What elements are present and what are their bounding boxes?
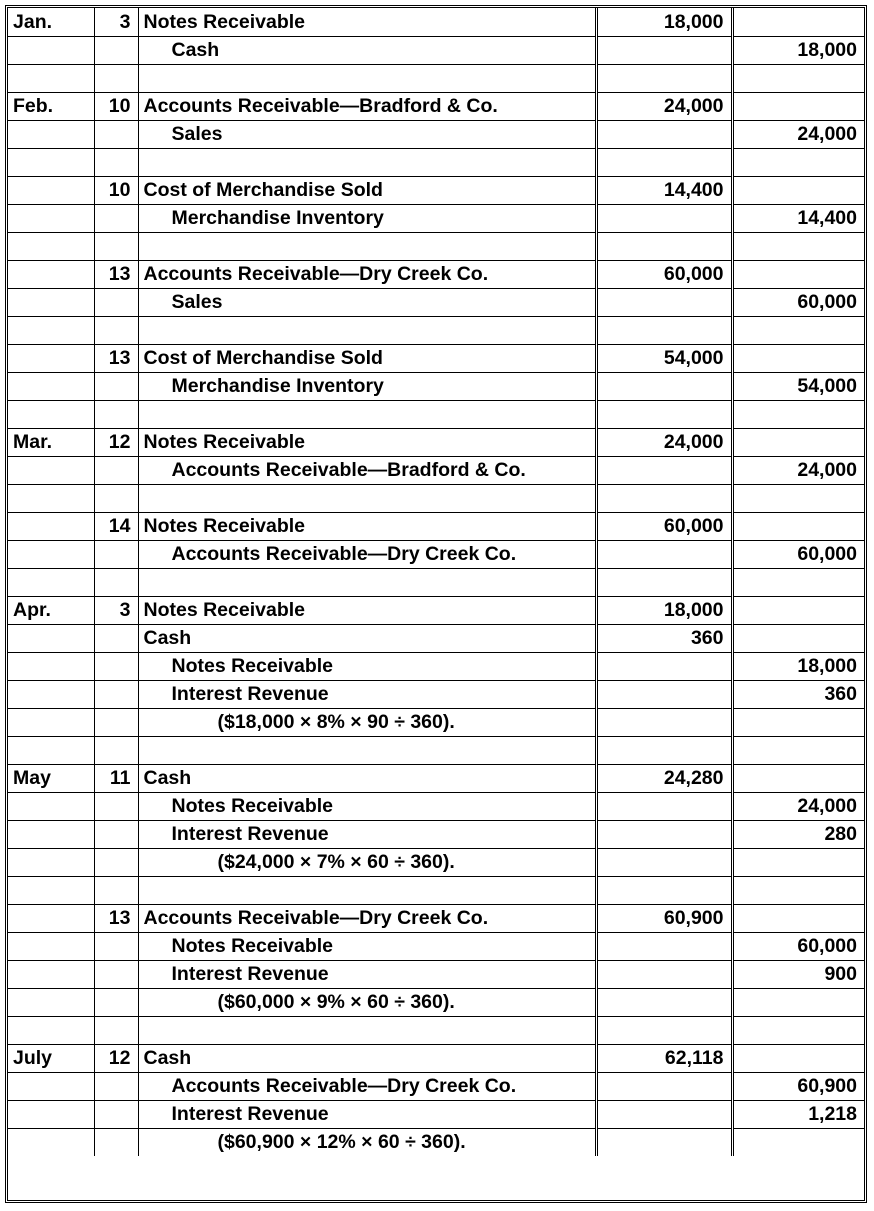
journal-row: [8, 36, 864, 64]
entry-month: [8, 904, 94, 932]
journal-row: [8, 988, 864, 1016]
debit-amount: 18,000: [596, 596, 732, 624]
credit-amount: 60,000: [732, 288, 864, 316]
credit-amount: [732, 568, 864, 596]
account-title: ($18,000 × 8% × 90 ÷ 360).: [138, 708, 596, 736]
credit-amount: 60,000: [732, 932, 864, 960]
account-title: Merchandise Inventory: [138, 372, 596, 400]
entry-month: [8, 288, 94, 316]
journal-row: [8, 540, 864, 568]
account-title: Notes Receivable: [143, 10, 305, 33]
entry-day: [94, 36, 138, 64]
debit-amount: 360: [596, 624, 732, 652]
debit-amount: [596, 680, 732, 708]
entry-month: [8, 36, 94, 64]
entry-month: [8, 204, 94, 232]
entry-day: [94, 148, 138, 176]
account-title: Cash: [138, 624, 596, 652]
journal-row: [8, 260, 864, 288]
credit-amount: [732, 904, 864, 932]
account-title: [138, 148, 596, 176]
credit-amount: 14,400: [732, 204, 864, 232]
journal-row: [8, 876, 864, 904]
account-title: Notes Receivable: [138, 932, 596, 960]
journal-row: [8, 736, 864, 764]
entry-day: [94, 848, 138, 876]
entry-day: [94, 652, 138, 680]
debit-amount: 24,280: [596, 764, 732, 792]
credit-amount: [732, 260, 864, 288]
debit-amount: [596, 1072, 732, 1100]
journal-row: [8, 512, 864, 540]
account-title: Notes Receivable: [138, 596, 596, 624]
credit-amount: [732, 428, 864, 456]
entry-month: [8, 876, 94, 904]
entry-day: 10: [94, 176, 138, 204]
account-title: Accounts Receivable—Bradford & Co.: [138, 456, 596, 484]
credit-amount: 900: [732, 960, 864, 988]
credit-amount: [732, 484, 864, 512]
credit-amount: 60,900: [732, 1072, 864, 1100]
entry-month: [8, 316, 94, 344]
debit-amount: 24,000: [596, 92, 732, 120]
debit-amount: [596, 484, 732, 512]
journal-row: [8, 904, 864, 932]
entry-month: [8, 120, 94, 148]
debit-amount: [596, 456, 732, 484]
journal-row: [8, 820, 864, 848]
journal-row: [8, 792, 864, 820]
journal-body: [8, 8, 864, 1156]
entry-day: [94, 568, 138, 596]
account-title: ($60,000 × 9% × 60 ÷ 360).: [138, 988, 596, 1016]
journal-row: [8, 92, 864, 120]
account-title: ($24,000 × 7% × 60 ÷ 360).: [138, 848, 596, 876]
journal-row: [8, 1016, 864, 1044]
journal-row: [8, 596, 864, 624]
entry-month: [8, 624, 94, 652]
debit-amount: [596, 820, 732, 848]
debit-amount: 54,000: [596, 344, 732, 372]
account-title: [138, 64, 596, 92]
journal-row: [8, 120, 864, 148]
entry-day: 12: [94, 428, 138, 456]
entry-day: [94, 1100, 138, 1128]
debit-amount: [596, 792, 732, 820]
entry-month: [8, 148, 94, 176]
account-title: Accounts Receivable—Dry Creek Co.: [138, 1072, 596, 1100]
debit-amount: 60,000: [596, 260, 732, 288]
account-title: Accounts Receivable—Dry Creek Co.: [138, 260, 596, 288]
entry-day: [94, 792, 138, 820]
debit-amount: 62,118: [596, 1044, 732, 1072]
entry-day: [94, 400, 138, 428]
credit-amount: [732, 708, 864, 736]
entry-day: [94, 1128, 138, 1156]
journal-frame: [5, 5, 867, 1203]
account-title: Sales: [138, 120, 596, 148]
credit-amount: 60,000: [732, 540, 864, 568]
journal-row: [8, 316, 864, 344]
credit-amount: 24,000: [732, 792, 864, 820]
entry-day: [94, 288, 138, 316]
credit-amount: 1,218: [732, 1100, 864, 1128]
entry-month: [8, 820, 94, 848]
credit-amount: [732, 64, 864, 92]
account-title: Cost of Merchandise Sold: [138, 176, 596, 204]
debit-amount: [596, 288, 732, 316]
entry-month: [8, 1016, 94, 1044]
entry-day: [94, 232, 138, 260]
credit-amount: [732, 344, 864, 372]
account-title: Notes Receivable: [138, 512, 596, 540]
entry-month: [8, 512, 94, 540]
debit-amount: [596, 316, 732, 344]
entry-day: [94, 932, 138, 960]
debit-amount: [596, 120, 732, 148]
journal-row: [8, 764, 864, 792]
debit-amount: [596, 64, 732, 92]
debit-amount: [596, 36, 732, 64]
entry-month: [8, 372, 94, 400]
debit-amount: 60,900: [596, 904, 732, 932]
entry-month: [8, 680, 94, 708]
journal-row: [8, 1044, 864, 1072]
debit-amount: 14,400: [596, 176, 732, 204]
account-title: [138, 400, 596, 428]
account-title: [138, 568, 596, 596]
credit-amount: [732, 316, 864, 344]
credit-amount: [732, 1016, 864, 1044]
debit-amount: [596, 400, 732, 428]
account-title: [138, 876, 596, 904]
debit-amount: [596, 148, 732, 176]
debit-amount: [596, 876, 732, 904]
credit-amount: [732, 764, 864, 792]
entry-month: [8, 708, 94, 736]
debit-amount: [596, 708, 732, 736]
debit-amount: [596, 232, 732, 260]
credit-amount: [732, 1128, 864, 1156]
account-title: Cash: [138, 764, 596, 792]
entry-month: [8, 988, 94, 1016]
account-title: Accounts Receivable—Dry Creek Co.: [138, 540, 596, 568]
credit-amount: [732, 736, 864, 764]
entry-month: [8, 456, 94, 484]
entry-month: [8, 932, 94, 960]
credit-amount: [732, 176, 864, 204]
entry-day: 3: [94, 8, 138, 36]
journal-row: [8, 848, 864, 876]
debit-amount: [596, 988, 732, 1016]
journal-row: [8, 708, 864, 736]
account-title: [138, 1016, 596, 1044]
account-title: Accounts Receivable—Bradford & Co.: [138, 92, 596, 120]
entry-day: [94, 456, 138, 484]
account-title: Interest Revenue: [138, 680, 596, 708]
credit-amount: 18,000: [732, 652, 864, 680]
entry-day: [94, 820, 138, 848]
entry-month: Feb.: [8, 92, 94, 120]
account-title: Cost of Merchandise Sold: [138, 344, 596, 372]
credit-amount: [732, 512, 864, 540]
credit-amount: [732, 148, 864, 176]
debit-amount: [596, 1016, 732, 1044]
entry-day: [94, 876, 138, 904]
entry-month: [8, 848, 94, 876]
journal-row: [8, 64, 864, 92]
entry-month: Apr.: [8, 596, 94, 624]
account-title: Cash: [138, 1044, 596, 1072]
entry-month: [8, 344, 94, 372]
account-title: Merchandise Inventory: [138, 204, 596, 232]
journal-row: [8, 232, 864, 260]
credit-amount: [732, 1044, 864, 1072]
journal-row: [8, 1100, 864, 1128]
journal-row: [8, 344, 864, 372]
credit-amount: 54,000: [732, 372, 864, 400]
debit-amount: [596, 372, 732, 400]
credit-amount: [732, 232, 864, 260]
entry-month: May: [8, 764, 94, 792]
entry-month: [8, 568, 94, 596]
debit-amount: [596, 1100, 732, 1128]
entry-day: 11: [94, 764, 138, 792]
journal-row: [8, 652, 864, 680]
credit-amount: 24,000: [732, 456, 864, 484]
journal-row: [8, 1128, 864, 1156]
account-title: ($60,900 × 12% × 60 ÷ 360).: [138, 1128, 596, 1156]
credit-amount: [732, 876, 864, 904]
account-title: [138, 736, 596, 764]
entry-month: July: [8, 1044, 94, 1072]
debit-amount: [596, 204, 732, 232]
entry-day: 12: [94, 1044, 138, 1072]
credit-amount: 280: [732, 820, 864, 848]
entry-day: 13: [94, 260, 138, 288]
credit-amount: [732, 988, 864, 1016]
entry-month: [8, 736, 94, 764]
account-title: [138, 484, 596, 512]
debit-amount: 60,000: [596, 512, 732, 540]
journal-row: [8, 204, 864, 232]
account-title: [138, 316, 596, 344]
account-title: [138, 232, 596, 260]
entry-month: [8, 1100, 94, 1128]
journal-row: [8, 680, 864, 708]
credit-amount: [732, 8, 864, 36]
entry-month: Mar.: [8, 428, 94, 456]
credit-amount: 360: [732, 680, 864, 708]
entry-day: [94, 1072, 138, 1100]
entry-day: 14: [94, 512, 138, 540]
entry-day: 13: [94, 904, 138, 932]
entry-day: 3: [94, 596, 138, 624]
credit-amount: [732, 848, 864, 876]
entry-day: [94, 64, 138, 92]
entry-day: [94, 372, 138, 400]
debit-amount: [596, 568, 732, 596]
entry-month: [8, 792, 94, 820]
journal-row: [8, 8, 864, 36]
entry-day: [94, 540, 138, 568]
entry-month: [8, 960, 94, 988]
journal-row: [8, 372, 864, 400]
credit-amount: [732, 596, 864, 624]
entry-month: [8, 540, 94, 568]
journal-row: [8, 288, 864, 316]
debit-amount: 24,000: [596, 428, 732, 456]
entry-month: [8, 232, 94, 260]
credit-amount: [732, 92, 864, 120]
entry-day: [94, 1016, 138, 1044]
entry-day: [94, 680, 138, 708]
credit-amount: 24,000: [732, 120, 864, 148]
credit-amount: [732, 400, 864, 428]
account-title: Cash: [138, 36, 596, 64]
journal-row: [8, 1072, 864, 1100]
entry-day: [94, 120, 138, 148]
entry-month: [8, 176, 94, 204]
account-title: Sales: [138, 288, 596, 316]
journal-row: [8, 456, 864, 484]
journal-row: [8, 400, 864, 428]
journal-table: [8, 8, 864, 1156]
debit-amount: [596, 960, 732, 988]
entry-day: [94, 960, 138, 988]
account-title: Notes Receivable: [138, 792, 596, 820]
debit-amount: [596, 540, 732, 568]
entry-day: [94, 624, 138, 652]
account-title: Interest Revenue: [138, 960, 596, 988]
journal-row: [8, 148, 864, 176]
entry-day: [94, 316, 138, 344]
entry-day: [94, 708, 138, 736]
journal-row: [8, 484, 864, 512]
credit-amount: [732, 624, 864, 652]
debit-amount: [596, 848, 732, 876]
journal-row: [8, 176, 864, 204]
debit-amount: [596, 1128, 732, 1156]
entry-month: [8, 1128, 94, 1156]
entry-month: [8, 652, 94, 680]
journal-row: [8, 960, 864, 988]
debit-amount: [596, 736, 732, 764]
entry-month: [8, 1072, 94, 1100]
debit-amount: [596, 652, 732, 680]
entry-month: [8, 64, 94, 92]
credit-amount: 18,000: [732, 36, 864, 64]
entry-day: [94, 988, 138, 1016]
entry-day: 13: [94, 344, 138, 372]
journal-row: [8, 428, 864, 456]
entry-month: [8, 260, 94, 288]
entry-day: [94, 736, 138, 764]
entry-day: [94, 204, 138, 232]
debit-amount: [596, 932, 732, 960]
entry-month: Jan.: [8, 8, 94, 36]
entry-month: [8, 400, 94, 428]
account-title: Accounts Receivable—Dry Creek Co.: [138, 904, 596, 932]
account-title: Interest Revenue: [138, 820, 596, 848]
entry-day: [94, 484, 138, 512]
journal-row: [8, 568, 864, 596]
debit-amount: 18,000: [596, 8, 732, 36]
account-title: Notes Receivable: [138, 428, 596, 456]
account-title: Interest Revenue: [138, 1100, 596, 1128]
journal-row: [8, 624, 864, 652]
journal-row: [8, 932, 864, 960]
entry-day: 10: [94, 92, 138, 120]
account-title: Notes Receivable: [138, 652, 596, 680]
entry-month: [8, 484, 94, 512]
